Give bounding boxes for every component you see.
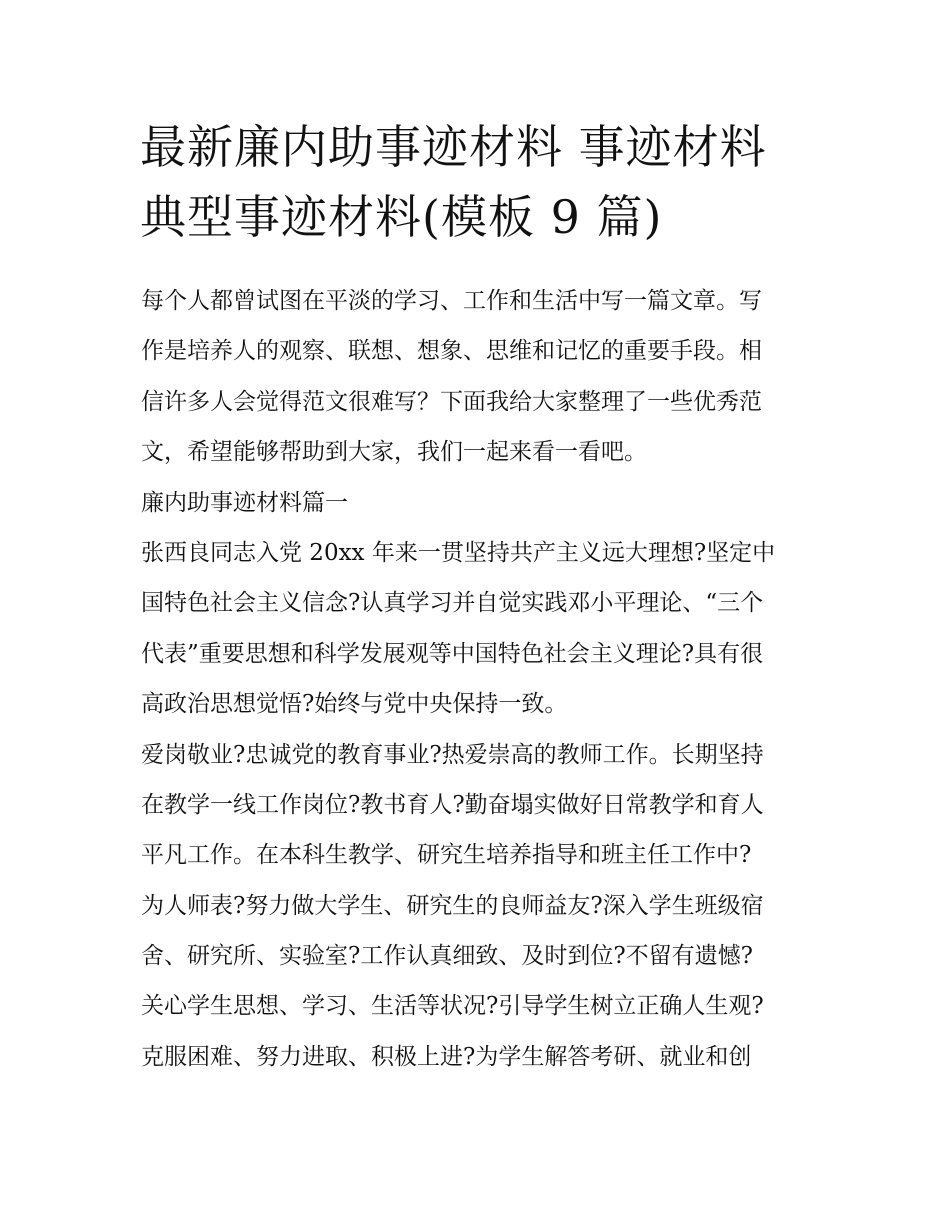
paragraph-line: 为人师表?努力做大学生、研究生的良师益友?深入学生班级宿 [141,892,764,919]
paragraph-line: 信许多人会觉得范文很难写？下面我给大家整理了一些优秀范 [141,388,762,415]
paragraph-line: 克服困难、努力进取、积极上进?为学生解答考研、就业和创 [141,1043,752,1070]
paragraph-line: 每个人都曾试图在平淡的学习、工作和生活中写一篇文章。写 [141,288,762,314]
paragraph-line: 爱岗敬业?忠诚党的教育事业?热爱崇高的教师工作。长期坚持 [141,741,764,768]
paragraph-line: 舍、研究所、实验室?工作认真细致、及时到位?不留有遗憾? [141,943,753,970]
paragraph-line: 在教学一线工作岗位?教书育人?勤奋塌实做好日常教学和育人 [141,791,764,818]
section-heading: 廉内助事迹材料篇一 [141,489,348,516]
paragraph-line: 作是培养人的观察、联想、想象、思维和记忆的重要手段。相 [141,338,762,365]
title-line: 典型事迹材料(模板 9 篇) [140,190,663,244]
paragraph-line: 平凡工作。在本科生教学、研究生培养指导和班主任工作中? [141,842,752,869]
paragraph-line: 关心学生思想、学习、生活等状况?引导学生树立正确人生观? [141,993,764,1020]
paragraph-line: 高政治思想觉悟?始终与党中央保持一致。 [141,691,568,718]
document-title [140,112,820,252]
document-body [141,276,821,1082]
paragraph-line: 文，希望能够帮助到大家，我们一起来看一看吧。 [141,439,647,466]
paragraph-line: 张西良同志入党 20xx 年来一贯坚持共产主义远大理想?坚定中 [141,539,776,566]
paragraph-line: 代表”重要思想和科学发展观等中国特色社会主义理论?具有很 [141,640,764,667]
title-line: 最新廉内助事迹材料 事迹材料 [140,120,767,174]
paragraph-line: 国特色社会主义信念?认真学习并自觉实践邓小平理论、“三个 [141,590,764,617]
